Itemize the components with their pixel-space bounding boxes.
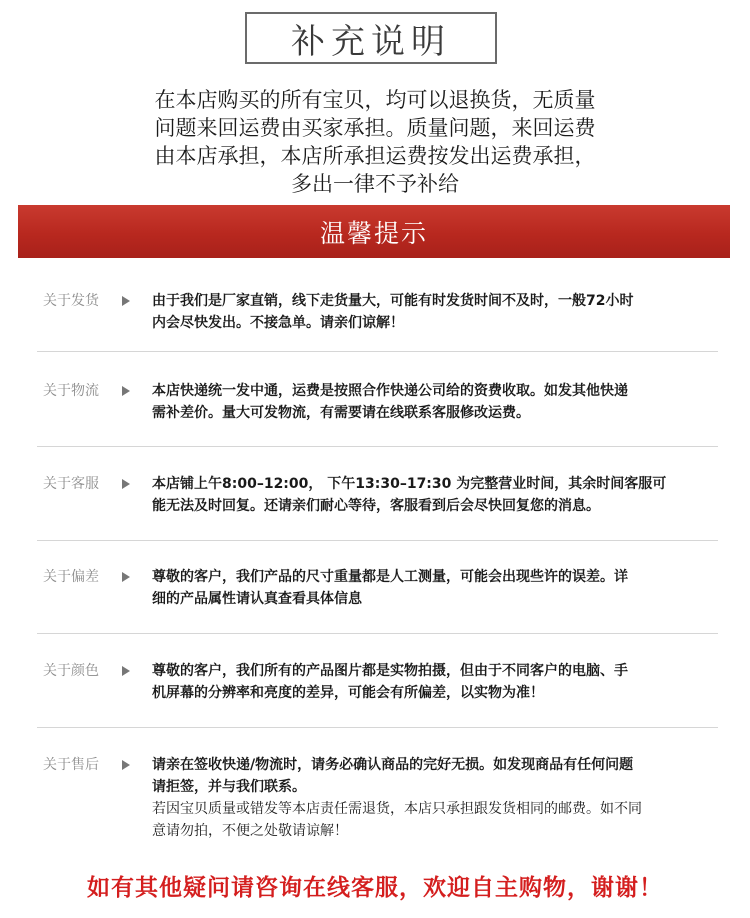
note-line: 机屏幕的分辨率和亮度的差异，可能会有所偏差，以实物为准！ [152, 685, 544, 701]
note-line: 能无法及时回复。还请亲们耐心等待，客服看到后会尽快回复您的消息。 [152, 498, 600, 514]
note-line: 需补差价。量大可发物流，有需要请在线联系客服修改运费。 [152, 405, 530, 421]
intro-line: 多出一律不予补给 [291, 172, 459, 196]
note-label: 关于物流 [43, 383, 99, 399]
footer-message: 如有其他疑问请咨询在线客服，欢迎自主购物，谢谢！ [87, 875, 663, 901]
note-label: 关于售后 [43, 757, 99, 773]
arrow-right-icon [122, 296, 130, 306]
intro-line: 由本店承担，本店所承担运费按发出运费承担， [154, 144, 596, 168]
note-text [152, 566, 717, 610]
note-text [152, 754, 717, 842]
arrow-right-icon [122, 386, 130, 396]
note-line: 请拒签，并与我们联系。 [152, 779, 306, 795]
note-line: 请亲在签收快递/物流时，请务必确认商品的完好无损。如发现商品有任何问题 [152, 757, 634, 773]
note-label: 关于发货 [43, 293, 99, 309]
divider [37, 633, 718, 634]
note-text [152, 473, 717, 517]
divider [37, 540, 718, 541]
note-line: 内会尽快发出。不接急单。请亲们谅解！ [152, 315, 404, 331]
note-line: 尊敬的客户，我们产品的尺寸重量都是人工测量，可能会出现些许的误差。详 [152, 569, 628, 585]
divider [37, 351, 718, 352]
note-line: 本店快递统一发中通，运费是按照合作快递公司给的资费收取。如发其他快递 [152, 383, 628, 399]
note-text [152, 290, 717, 334]
intro-line: 问题来回运费由买家承担。质量问题，来回运费 [154, 116, 596, 140]
note-line: 若因宝贝质量或错发等本店责任需退货，本店只承担跟发货相同的邮费。如不同 [152, 801, 642, 817]
intro-paragraph [70, 86, 680, 198]
banner-title: 温馨提示 [319, 218, 428, 248]
intro-line: 在本店购买的所有宝贝，均可以退换货，无质量 [154, 88, 596, 112]
note-label: 关于颜色 [43, 663, 99, 679]
note-text [152, 380, 717, 424]
note-line: 尊敬的客户，我们所有的产品图片都是实物拍摄，但由于不同客户的电脑、手 [152, 663, 628, 679]
divider [37, 727, 718, 728]
page-title: 补充说明 [245, 12, 497, 64]
notice-banner [18, 205, 730, 258]
note-line: 意请勿拍，不便之处敬请谅解！ [152, 823, 348, 839]
note-line: 本店铺上午8:00–12:00， 下午13:30–17:30 为完整营业时间，其余时间客服可 [152, 476, 667, 492]
arrow-right-icon [122, 760, 130, 770]
divider [37, 446, 718, 447]
note-label: 关于偏差 [43, 569, 99, 585]
note-text [152, 660, 717, 704]
note-label: 关于客服 [43, 476, 99, 492]
arrow-right-icon [122, 666, 130, 676]
note-line: 由于我们是厂家直销，线下走货量大，可能有时发货时间不及时，一般72小时 [152, 293, 634, 309]
arrow-right-icon [122, 479, 130, 489]
note-line: 细的产品属性请认真查看具体信息 [152, 591, 362, 607]
arrow-right-icon [122, 572, 130, 582]
